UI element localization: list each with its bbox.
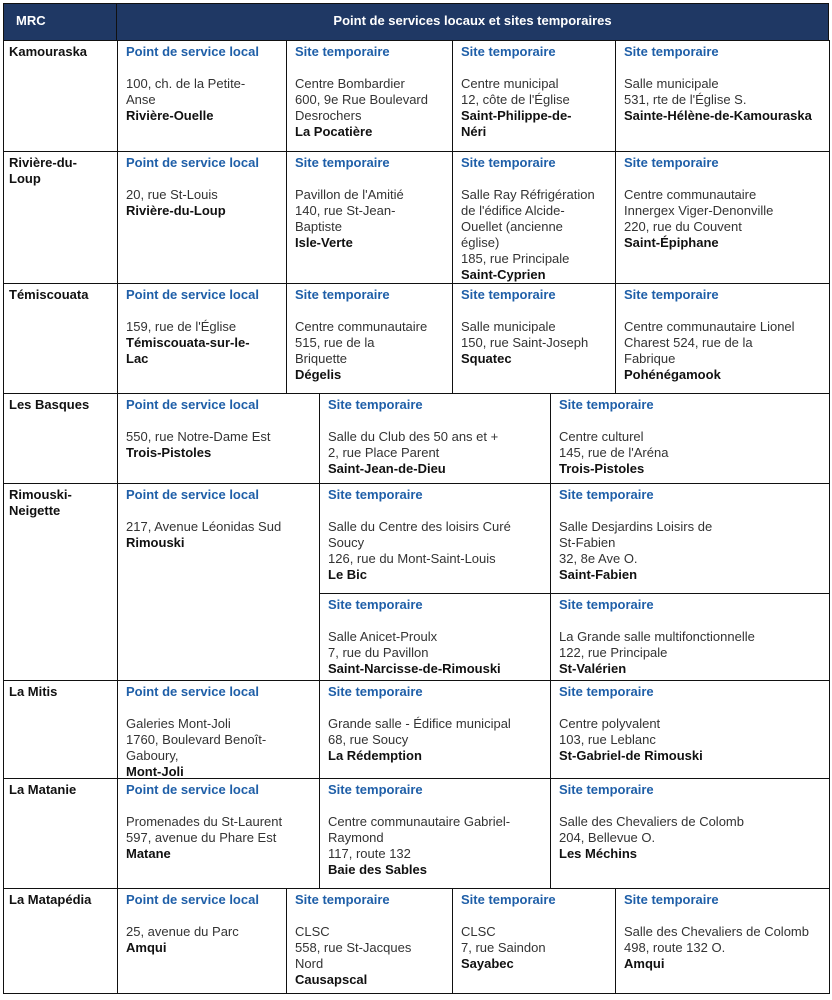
site-address <box>328 629 546 677</box>
site-address <box>624 76 825 124</box>
site-cell <box>117 151 287 284</box>
site-address <box>295 319 448 383</box>
site-city: Saint-Narcisse-de-Rimouski <box>328 661 501 676</box>
site-address-lines: Salle des Chevaliers de Colomb 204, Bellevue O. <box>559 814 744 845</box>
site-city: Mont-Joli <box>126 764 184 779</box>
site-address-lines: Centre communautaire Gabriel- Raymond 117, route 132 <box>328 814 511 861</box>
site-city: Les Méchins <box>559 846 638 861</box>
site-cell <box>550 393 830 484</box>
site-cell <box>117 393 320 484</box>
site-city: Rivière-du-Loup <box>126 203 226 218</box>
site-address <box>126 76 282 124</box>
site-type-label: Site temporaire <box>461 287 556 302</box>
site-address-lines: Centre communautaire Lionel Charest 524, rue de la Fabrique <box>624 319 795 366</box>
site-city: Saint-Cyprien <box>461 267 546 282</box>
site-address <box>559 629 825 677</box>
site-city: Trois-Pistoles <box>126 445 212 460</box>
site-city: Trois-Pistoles <box>559 461 645 476</box>
site-cell <box>117 680 320 779</box>
site-address <box>559 519 825 583</box>
site-address-lines: Centre communautaire Innergex Viger-Denonville 220, rue du Couvent <box>624 187 774 234</box>
site-address <box>126 716 315 779</box>
site-address <box>295 187 448 251</box>
site-cell <box>452 888 616 994</box>
site-address-lines: Salle Ray Réfrigération de l'édifice Alcide- Ouellet (ancienne église) 185, rue Principale <box>461 187 595 266</box>
site-cell <box>550 593 830 681</box>
site-address-lines: Salle Anicet-Proulx 7, rue du Pavillon <box>328 629 438 660</box>
site-address-lines: Salle du Centre des loisirs Curé Soucy 126, rue du Mont-Saint-Louis <box>328 519 511 566</box>
site-type-label: Site temporaire <box>461 892 556 907</box>
site-address-lines: CLSC 7, rue Saindon <box>461 924 546 955</box>
site-type-label: Site temporaire <box>559 597 654 612</box>
site-cell <box>319 680 551 779</box>
site-address-lines: CLSC 558, rue St-Jacques Nord <box>295 924 412 971</box>
site-type-label: Point de service local <box>126 155 259 170</box>
site-address <box>624 187 825 251</box>
site-city: La Rédemption <box>328 748 422 763</box>
site-city: Baie des Sables <box>328 862 427 877</box>
site-city: Squatec <box>461 351 512 366</box>
site-address-lines: Centre polyvalent 103, rue Leblanc <box>559 716 661 747</box>
site-address <box>328 519 546 583</box>
site-cell <box>117 40 287 152</box>
site-address-lines: Salle municipale 150, rue Saint-Joseph <box>461 319 589 350</box>
site-type-label: Point de service local <box>126 892 259 907</box>
site-type-label: Point de service local <box>126 397 259 412</box>
site-type-label: Site temporaire <box>624 287 719 302</box>
site-city: Rimouski <box>126 535 185 550</box>
site-address-lines: Centre communautaire 515, rue de la Briquette <box>295 319 428 366</box>
mrc-name: Témiscouata <box>3 283 118 394</box>
site-type-label: Site temporaire <box>295 892 390 907</box>
site-cell <box>319 778 551 889</box>
site-cell <box>117 283 287 394</box>
site-type-label: Site temporaire <box>295 155 390 170</box>
site-city: Saint-Philippe-de- Néri <box>461 108 572 139</box>
site-type-label: Site temporaire <box>624 892 719 907</box>
site-city: Saint-Fabien <box>559 567 638 582</box>
site-cell <box>319 393 551 484</box>
site-type-label: Site temporaire <box>328 487 423 502</box>
site-address <box>624 924 825 972</box>
site-address-lines: Salle municipale 531, rte de l'Église S. <box>624 76 747 107</box>
site-address-lines: La Grande salle multifonctionnelle 122, rue Principale <box>559 629 755 660</box>
mrc-name: La Mitis <box>3 680 118 779</box>
site-address <box>461 924 611 972</box>
site-city: Sainte-Hélène-de-Kamouraska <box>624 108 812 123</box>
site-address-lines: 25, avenue du Parc <box>126 924 239 939</box>
site-address <box>624 319 825 383</box>
site-cell <box>319 593 551 681</box>
site-type-label: Site temporaire <box>624 155 719 170</box>
site-city: Sayabec <box>461 956 514 971</box>
site-address <box>559 429 825 477</box>
site-city: Saint-Jean-de-Dieu <box>328 461 446 476</box>
site-type-label: Site temporaire <box>461 44 556 59</box>
site-type-label: Site temporaire <box>559 397 654 412</box>
site-address-lines: Grande salle - Édifice municipal 68, rue Soucy <box>328 716 511 747</box>
header-mrc-label: MRC <box>16 13 46 28</box>
site-cell <box>615 888 830 994</box>
site-type-label: Point de service local <box>126 487 259 502</box>
site-cell <box>319 483 551 594</box>
site-cell <box>286 151 453 284</box>
site-type-label: Site temporaire <box>559 684 654 699</box>
site-address-lines: 20, rue St-Louis <box>126 187 218 202</box>
site-address-lines: Centre Bombardier 600, 9e Rue Boulevard Desrochers <box>295 76 428 123</box>
site-address-lines: Promenades du St-Laurent 597, avenue du Phare Est <box>126 814 283 845</box>
site-address <box>126 187 282 219</box>
site-cell <box>550 483 830 594</box>
mrc-name: Kamouraska <box>3 40 118 152</box>
site-address <box>126 429 315 461</box>
site-address <box>126 924 282 956</box>
site-address <box>559 716 825 764</box>
site-cell <box>117 778 320 889</box>
mrc-name: La Matanie <box>3 778 118 889</box>
site-cell <box>286 888 453 994</box>
site-type-label: Site temporaire <box>559 487 654 502</box>
site-address-lines: 100, ch. de la Petite- Anse <box>126 76 246 107</box>
site-address-lines: Centre municipal 12, côte de l'Église <box>461 76 570 107</box>
site-address-lines: Salle du Club des 50 ans et + 2, rue Place Parent <box>328 429 499 460</box>
site-address-lines: Salle Desjardins Loisirs de St-Fabien 32, 8e Ave O. <box>559 519 713 566</box>
site-city: St-Valérien <box>559 661 627 676</box>
site-cell <box>117 483 320 681</box>
site-city: Pohénégamook <box>624 367 721 382</box>
site-address-lines: 159, rue de l'Église <box>126 319 237 334</box>
site-type-label: Site temporaire <box>295 44 390 59</box>
header-mrc <box>3 3 117 41</box>
site-cell <box>286 40 453 152</box>
site-type-label: Site temporaire <box>328 397 423 412</box>
site-city: Causapscal <box>295 972 368 987</box>
site-type-label: Site temporaire <box>295 287 390 302</box>
site-city: St-Gabriel-de Rimouski <box>559 748 703 763</box>
site-address <box>328 429 546 477</box>
site-cell <box>550 680 830 779</box>
site-type-label: Site temporaire <box>559 782 654 797</box>
table-title: Point de services locaux et sites temporaires <box>333 13 612 28</box>
site-address-lines: Salle des Chevaliers de Colomb 498, route 132 O. <box>624 924 809 955</box>
site-cell <box>117 888 287 994</box>
site-address-lines: 217, Avenue Léonidas Sud <box>126 519 282 534</box>
site-cell <box>452 283 616 394</box>
mrc-name: La Matapédia <box>3 888 118 994</box>
site-type-label: Site temporaire <box>461 155 556 170</box>
site-city: Rivière-Ouelle <box>126 108 214 123</box>
site-cell <box>550 778 830 889</box>
site-city: Amqui <box>126 940 167 955</box>
site-type-label: Site temporaire <box>328 782 423 797</box>
site-type-label: Point de service local <box>126 782 259 797</box>
site-city: Le Bic <box>328 567 368 582</box>
site-city: Matane <box>126 846 171 861</box>
site-cell <box>286 283 453 394</box>
site-cell <box>452 40 616 152</box>
site-address <box>559 814 825 862</box>
site-address <box>126 814 315 862</box>
site-city: Témiscouata-sur-le- Lac <box>126 335 250 366</box>
site-address <box>461 319 611 367</box>
site-address-lines: 550, rue Notre-Dame Est <box>126 429 271 444</box>
site-cell <box>615 40 830 152</box>
site-city: Dégelis <box>295 367 342 382</box>
site-address-lines: Pavillon de l'Amitié 140, rue St-Jean- Baptiste <box>295 187 404 234</box>
mrc-name: Les Basques <box>3 393 118 484</box>
site-city: Saint-Épiphane <box>624 235 719 250</box>
site-address <box>295 924 448 988</box>
site-type-label: Point de service local <box>126 287 259 302</box>
site-city: Isle-Verte <box>295 235 353 250</box>
site-address <box>328 814 546 878</box>
site-cell <box>615 283 830 394</box>
header-title-cell <box>116 3 829 41</box>
site-address <box>461 76 611 140</box>
site-address <box>126 319 282 367</box>
site-address <box>295 76 448 140</box>
site-address-lines: Centre culturel 145, rue de l'Aréna <box>559 429 669 460</box>
site-address-lines: Galeries Mont-Joli 1760, Boulevard Benoît- Gaboury, <box>126 716 267 763</box>
site-type-label: Point de service local <box>126 684 259 699</box>
site-city: Amqui <box>624 956 665 971</box>
site-type-label: Site temporaire <box>328 597 423 612</box>
site-address <box>461 187 611 283</box>
site-address <box>126 519 315 551</box>
mrc-name: Rivière-du- Loup <box>3 151 118 284</box>
site-type-label: Site temporaire <box>328 684 423 699</box>
site-address <box>328 716 546 764</box>
site-type-label: Site temporaire <box>624 44 719 59</box>
site-cell <box>452 151 616 284</box>
site-city: La Pocatière <box>295 124 373 139</box>
mrc-name: Rimouski- Neigette <box>3 483 118 681</box>
site-type-label: Point de service local <box>126 44 259 59</box>
site-cell <box>615 151 830 284</box>
